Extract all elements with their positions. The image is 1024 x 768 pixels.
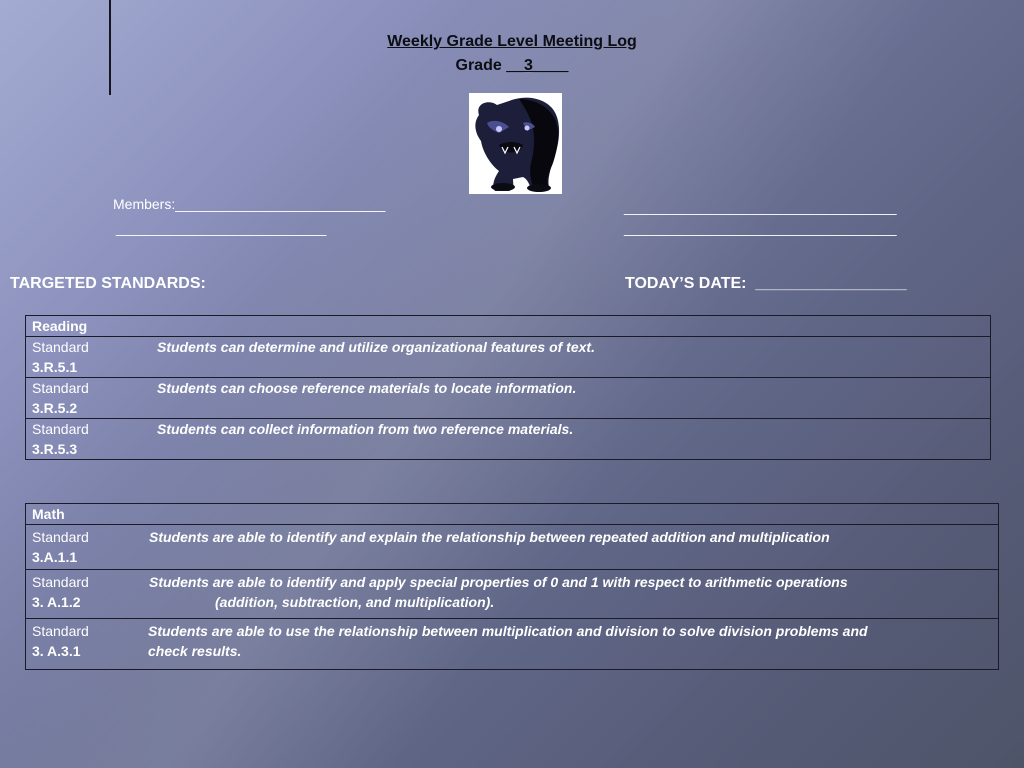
grade-label: Grade <box>455 57 507 74</box>
reading-table <box>25 315 991 460</box>
table-row: Standard 3.R.5.1 Students can determine and utilize organizational features of text. <box>26 337 991 378</box>
table-row: Standard 3. A.3.1 Students are able to use the relationship between multiplication and division to solve division problems and check results. <box>26 619 999 670</box>
math-heading: Math <box>26 504 999 525</box>
reading-heading: Reading <box>26 316 991 337</box>
grade-line <box>0 56 1024 76</box>
math-table <box>25 503 999 670</box>
todays-date-label: TODAY’S DATE: _________________ <box>625 275 907 292</box>
members-right-line-1: ___________________________________ <box>624 199 897 215</box>
page-title: Weekly Grade Level Meeting Log <box>387 33 637 50</box>
table-row: Standard 3.R.5.2 Students can choose reference materials to locate information. <box>26 378 991 419</box>
standard-description: Students can choose reference materials to locate information. <box>157 380 577 396</box>
table-row: Standard 3.A.1.1 Students are able to identify and explain the relationship between repeated addition and multiplication <box>26 525 999 570</box>
members-right-line-2: ___________________________________ <box>624 220 897 236</box>
panther-icon <box>469 93 562 194</box>
standard-description: Students can determine and utilize organizational features of text. <box>157 339 595 355</box>
standard-description: Students are able to identify and explain the relationship between repeated addition and multiplication <box>149 529 830 545</box>
standard-description: Students are able to identify and apply special properties of 0 and 1 with respect to arithmetic operations (addition, subtraction, and multiplication). <box>149 574 848 610</box>
members-line-2: ___________________________ <box>116 220 327 236</box>
targeted-standards-label: TARGETED STANDARDS: <box>10 275 206 292</box>
table-row: Standard 3. A.1.2 Students are able to identify and apply special properties of 0 and 1 with respect to arithmetic operations (addition, subtraction, and multiplication). <box>26 570 999 619</box>
grade-value: __3____ <box>506 57 569 74</box>
table-row: Standard 3.R.5.3 Students can collect information from two reference materials. <box>26 419 991 460</box>
standard-description: Students can collect information from two reference materials. <box>157 421 574 437</box>
standard-description: Students are able to use the relationship between multiplication and division to solve division problems and check results. <box>148 623 868 659</box>
members-line: Members:___________________________ <box>113 196 386 212</box>
